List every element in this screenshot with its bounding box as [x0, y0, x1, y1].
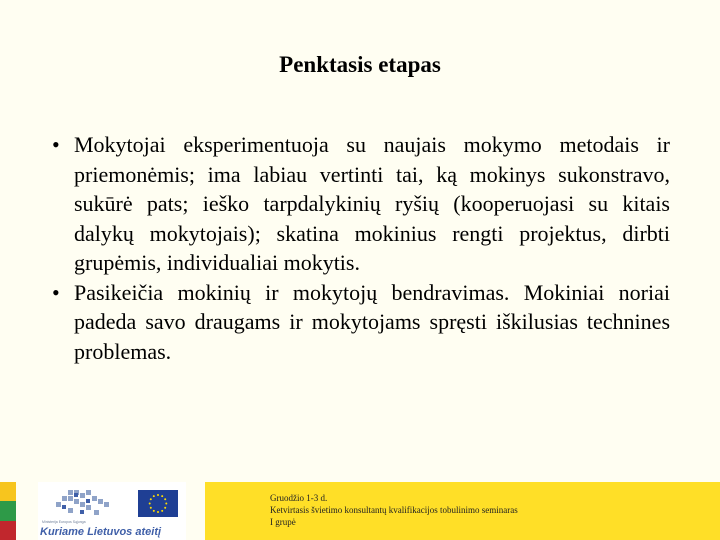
footer-group: I grupė [270, 517, 296, 527]
sponsor-logo [38, 482, 186, 540]
footer-info-band [205, 482, 720, 540]
logo-caption: Ministerija Europos Sąjunga [42, 520, 86, 524]
ministry-logo-icon [54, 488, 118, 518]
logo-slogan: Kuriame Lietuvos ateitį [40, 526, 162, 538]
footer [0, 482, 720, 540]
bullet-item: • Pasikeičia mokinių ir mokytojų bendravimas. Mokiniai noriai padeda savo draugams ir mokytojams spręsti iškilusias technines problemas. [52, 278, 670, 367]
bullet-item: • Mokytojai eksperimentuoja su naujais mokymo metodais ir priemonėmis; ima labiau vertinti tai, ką mokinys sukonstravo, sukūrė pats; ieško tarpdalykinių ryšių (kooperuojasi su kitais dalykų mokytojais); skatina mokinius rengti projektus, dirbti grupėmis, individualiai mokytis. [52, 130, 670, 278]
slide-title: Penktasis etapas [279, 52, 441, 77]
lithuanian-flag-icon [0, 482, 16, 540]
eu-flag-icon [138, 490, 178, 517]
slide-content [52, 130, 670, 366]
footer-seminar: Ketvirtasis švietimo konsultantų kvalifikacijos tobulinimo seminaras [270, 505, 518, 515]
footer-info-text [270, 492, 518, 528]
footer-date: Gruodžio 1-3 d. [270, 493, 328, 503]
